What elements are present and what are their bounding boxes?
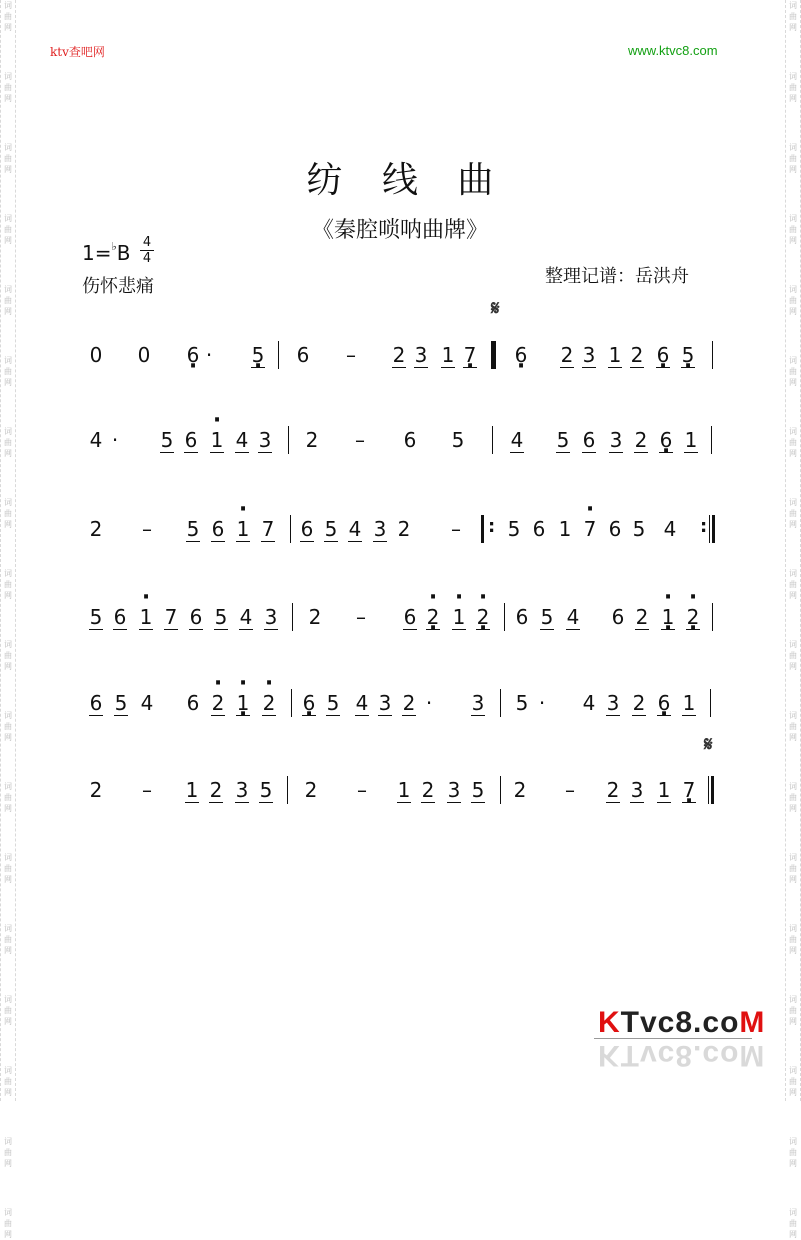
barline (708, 776, 709, 804)
note-row6-7: – (357, 778, 367, 802)
note-row4-2: · 1 (139, 605, 153, 630)
note-row4-10: 6 (403, 605, 417, 629)
barline (290, 515, 291, 543)
note-row3-12: 5 (507, 517, 521, 541)
note-row6-3: 2 (209, 778, 223, 802)
note-row2-9: 6 (403, 428, 417, 452)
note-row5-9: 4 (355, 691, 369, 715)
note-row3-17: 5 (632, 517, 646, 541)
barline (288, 426, 289, 454)
note-row3-15: · 7 (583, 517, 597, 541)
note-row1-10: 7 · (463, 343, 477, 368)
song-title: 纺 线 曲 (306, 160, 508, 201)
site-url-right[interactable]: www.ktvc8.com (628, 43, 718, 58)
note-row4-6: 4 (239, 605, 253, 629)
note-row2-1: · (111, 428, 119, 452)
note-row3-3: 6 (211, 517, 225, 541)
watermark-text: 词 曲 网 (789, 1066, 797, 1097)
note-row3-16: 6 (608, 517, 622, 541)
note-row5-2: 4 (140, 691, 154, 715)
note-row4-13: · 2 · (476, 605, 490, 630)
note-row6-13: – (565, 778, 575, 802)
note-row5-5: · 1 · (236, 691, 250, 716)
repeat-dots: : (488, 516, 496, 537)
watermark-text: 词 曲 网 (4, 285, 12, 316)
note-row6-12: 2 (513, 778, 527, 802)
watermark-text: 词 曲 网 (4, 782, 12, 813)
barline (712, 515, 715, 543)
note-row3-6: 6 (300, 517, 314, 541)
note-row2-12: 5 (556, 428, 570, 452)
note-row1-11: 6 · (514, 343, 528, 367)
watermark-text: 词 曲 网 (4, 1137, 12, 1168)
barline (287, 776, 288, 804)
watermark-text: 词 曲 网 (789, 1, 797, 32)
watermark-text: 词 曲 网 (789, 356, 797, 387)
note-row1-15: 2 (630, 343, 644, 367)
note-row3-11: – (451, 517, 461, 541)
watermark-text: 词 曲 网 (4, 995, 12, 1026)
note-row6-17: 7 · (682, 778, 696, 803)
note-row1-9: 1 (441, 343, 455, 367)
mood-marking: 伤怀悲痛 (82, 276, 154, 297)
note-row1-12: 2 (560, 343, 574, 367)
watermark-text: 词 曲 网 (789, 214, 797, 245)
barline (712, 341, 713, 369)
watermark-text: 词 曲 网 (4, 356, 12, 387)
note-row1-8: 3 (414, 343, 428, 367)
note-row5-11: 2 (402, 691, 416, 715)
time-signature (140, 236, 154, 265)
key-note: B (116, 241, 131, 265)
watermark-text: 词 曲 网 (789, 285, 797, 316)
note-row6-1: – (142, 778, 152, 802)
note-row5-8: 5 (326, 691, 340, 715)
flat-sign: ♭ (111, 240, 117, 253)
key-label: 1= (82, 241, 112, 265)
watermark-text: 词 曲 网 (789, 640, 797, 671)
watermark-text: 词 曲 网 (789, 143, 797, 174)
logo-k: K (598, 1006, 621, 1039)
note-row4-7: 3 (264, 605, 278, 629)
note-row5-19: 6 · (657, 691, 671, 716)
note-row4-11: · 2 · (426, 605, 440, 630)
barline (500, 776, 501, 804)
note-row6-6: 2 (304, 778, 318, 802)
note-row4-14: 6 (515, 605, 529, 629)
note-row1-0: 0 (89, 343, 103, 367)
note-row4-3: 7 (164, 605, 178, 629)
note-row4-17: 6 (611, 605, 625, 629)
note-row6-14: 2 (606, 778, 620, 802)
watermark-text: 词 曲 网 (4, 72, 12, 103)
note-row1-3: · (205, 343, 213, 367)
key-signature (82, 240, 130, 265)
note-row6-11: 5 (471, 778, 485, 802)
note-row5-12: · (425, 691, 433, 715)
note-row2-3: 6 (184, 428, 198, 452)
note-row5-17: 3 (606, 691, 620, 715)
barline (710, 689, 711, 717)
note-row4-15: 5 (540, 605, 554, 629)
note-row3-8: 4 (348, 517, 362, 541)
watermark-text: 词 曲 网 (789, 995, 797, 1026)
segno-sign-bottom: 𝄋 (704, 732, 713, 756)
note-row2-11: 4 (510, 428, 524, 452)
barline (292, 603, 293, 631)
note-row2-16: 6 · (659, 428, 673, 453)
watermark-text: 词 曲 网 (4, 143, 12, 174)
note-row2-17: 1 (684, 428, 698, 452)
barline (481, 515, 484, 543)
note-row5-13: 3 (471, 691, 485, 715)
note-row3-4: · 1 (236, 517, 250, 542)
note-row5-16: 4 (582, 691, 596, 715)
note-row2-4: · 1 (210, 428, 224, 453)
note-row6-5: 5 (259, 778, 273, 802)
barline (500, 689, 501, 717)
note-row4-1: 6 (113, 605, 127, 629)
song-subtitle: 《秦腔唢呐曲牌》 (311, 218, 488, 243)
barline (493, 341, 496, 369)
note-row2-6: 3 (258, 428, 272, 452)
note-row3-9: 3 (373, 517, 387, 541)
note-row6-0: 2 (89, 778, 103, 802)
logo-reflection: KTvc8.coM (598, 1039, 766, 1072)
note-row4-0: 5 (89, 605, 103, 629)
time-bottom: 4 (142, 251, 152, 266)
watermark-text: 词 曲 网 (789, 1137, 797, 1168)
barline (709, 515, 710, 543)
site-name-left[interactable]: ktv查吧网 (50, 45, 105, 59)
watermark-text: 词 曲 网 (4, 569, 12, 600)
watermark-text: 词 曲 网 (4, 1066, 12, 1097)
watermark-text: 词 曲 网 (789, 711, 797, 742)
barline (278, 341, 279, 369)
note-row4-8: 2 (308, 605, 322, 629)
note-row1-2: 6 · (186, 343, 200, 367)
note-row3-1: – (142, 517, 152, 541)
note-row6-2: 1 (185, 778, 199, 802)
barline (291, 689, 292, 717)
watermark-text: 词 曲 网 (4, 1208, 12, 1239)
note-row5-18: 2 (632, 691, 646, 715)
note-row2-7: 2 (305, 428, 319, 452)
note-row6-16: 1 (657, 778, 671, 802)
watermark-text: 词 曲 网 (789, 427, 797, 458)
note-row1-14: 1 (608, 343, 622, 367)
note-row3-13: 6 (532, 517, 546, 541)
watermark-text: 词 曲 网 (789, 72, 797, 103)
note-row2-14: 3 (609, 428, 623, 452)
note-row1-4: 5 · (251, 343, 265, 368)
watermark-text: 词 曲 网 (4, 1, 12, 32)
note-row6-4: 3 (235, 778, 249, 802)
note-row2-0: 4 (89, 428, 103, 452)
barline (711, 426, 712, 454)
watermark-text: 词 曲 网 (4, 711, 12, 742)
note-row1-1: 0 (137, 343, 151, 367)
watermark-text: 词 曲 网 (4, 924, 12, 955)
watermark-text: 词 曲 网 (4, 498, 12, 529)
note-row5-1: 5 (114, 691, 128, 715)
note-row3-2: 5 (186, 517, 200, 541)
watermark-text: 词 曲 网 (789, 569, 797, 600)
watermark-text: 词 曲 网 (789, 924, 797, 955)
note-row4-9: – (356, 605, 366, 629)
note-row5-10: 3 (378, 691, 392, 715)
note-row3-5: 7 (261, 517, 275, 541)
note-row3-7: 5 (324, 517, 338, 541)
barline (504, 603, 505, 631)
note-row2-2: 5 (160, 428, 174, 452)
note-row4-19: · 1 · (661, 605, 675, 630)
watermark-text: 词 曲 网 (4, 853, 12, 884)
note-row6-8: 1 (397, 778, 411, 802)
note-row4-20: · 2 · (686, 605, 700, 630)
note-row6-9: 2 (421, 778, 435, 802)
note-row4-12: · 1 (452, 605, 466, 630)
note-row4-16: 4 (566, 605, 580, 629)
note-row1-7: 2 (392, 343, 406, 367)
note-row2-5: 4 (235, 428, 249, 452)
note-row3-14: 1 (558, 517, 572, 541)
note-row5-3: 6 (186, 691, 200, 715)
note-row1-16: 6 · (656, 343, 670, 368)
watermark-text: 词 曲 网 (789, 782, 797, 813)
note-row5-4: · 2 (211, 691, 225, 716)
time-top: 4 (142, 235, 152, 250)
note-row5-15: · (538, 691, 546, 715)
logo-m: M (739, 1006, 766, 1039)
segno-sign-top: 𝄋 (491, 296, 500, 320)
note-row5-7: 6 · (302, 691, 316, 716)
barline (492, 426, 493, 454)
note-row3-0: 2 (89, 517, 103, 541)
note-row2-8: – (355, 428, 365, 452)
watermark-text: 词 曲 网 (789, 498, 797, 529)
watermark-text: 词 曲 网 (4, 427, 12, 458)
note-row5-20: 1 (682, 691, 696, 715)
note-row1-17: 5 · (681, 343, 695, 368)
barline (711, 776, 714, 804)
note-row6-15: 3 (630, 778, 644, 802)
note-row6-10: 3 (447, 778, 461, 802)
note-row2-15: 2 (634, 428, 648, 452)
note-row1-5: 6 (296, 343, 310, 367)
arranger-credit: 整理记谱：岳洪舟 (545, 266, 689, 287)
note-row5-6: · 2 (262, 691, 276, 716)
logo-mid: Tvc8.co (620, 1006, 740, 1039)
barline (712, 603, 713, 631)
site-logo[interactable] (598, 1006, 765, 1040)
note-row3-10: 2 (397, 517, 411, 541)
note-row1-13: 3 (582, 343, 596, 367)
note-row2-10: 5 (451, 428, 465, 452)
note-row5-14: 5 (515, 691, 529, 715)
note-row3-18: 4 (663, 517, 677, 541)
watermark-text: 词 曲 网 (789, 853, 797, 884)
watermark-text: 词 曲 网 (4, 214, 12, 245)
repeat-dots: : (700, 516, 708, 537)
note-row1-6: – (346, 343, 356, 367)
watermark-text: 词 曲 网 (4, 640, 12, 671)
note-row5-0: 6 (89, 691, 103, 715)
note-row4-5: 5 (214, 605, 228, 629)
watermark-text: 词 曲 网 (789, 1208, 797, 1239)
note-row4-4: 6 (189, 605, 203, 629)
note-row2-13: 6 (582, 428, 596, 452)
note-row4-18: 2 (635, 605, 649, 629)
